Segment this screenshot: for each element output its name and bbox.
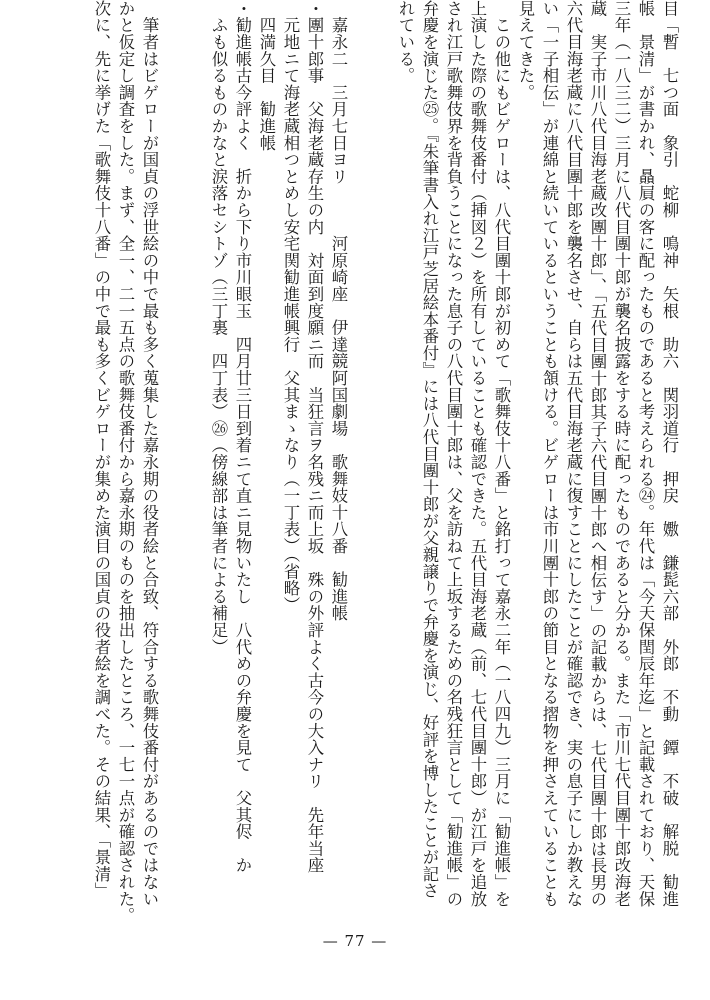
text-column: 次に、先に挙げた「歌舞伎十八番」の中で最も多くビゲローが集めた演目の国貞の役者絵を調べた。その結果、「景清」: [92, 0, 111, 899]
text-column: 三年（一八三二）三月に八代目團十郎が襲名披露をする時に配ったものであると分かる。また「市川七代目團十郎改海老: [612, 0, 631, 908]
text-column: 弁慶を演じた㉕。『朱筆書入れ江戸芝居絵本番付』には八代目團十郎が父親譲りで弁慶を演じ、好評を博したことが記さ: [420, 0, 439, 899]
text-column: かと仮定し調査をした。まず、全一、二一五点の歌舞伎番付から嘉永期のものを抽出したところ、一七一点が確認された。: [116, 0, 135, 924]
text-column: 見えてきた。: [516, 0, 535, 101]
quote-column: 嘉永二 三月七日ヨリ 河原崎座 伊達競阿国劇場 歌舞妓十八番 勧進帳: [329, 0, 348, 622]
quote-column: ・勧進帳古今評よく 折から下り市川眼玉 四月廿三日到着ニて直ニ見物いたし 八代めの弁慶を見て 父其侭 か: [233, 0, 252, 874]
quote-column: ・團十郎事 父海老蔵存生の内 対面到度願ニ而 当狂言ヲ名残ニ而上坂 殊の外評よく古今の大入ナリ 先年当座: [305, 0, 324, 874]
text-column: 上演した際の歌舞伎番付（挿図２）を所有していることも確認できた。五代目海老蔵（前、七代目團十郎）が江戸を追放: [468, 0, 487, 908]
text-column: れている。: [396, 0, 415, 84]
text-column: 帳 景清」が書かれ、贔屓の客に配ったものであると考えられる㉔。年代は「今天保閏辰年迄」と記載されており、天保: [636, 0, 655, 908]
text-column: この他にもビゲローは、八代目團十郎が初めて「歌舞伎十八番」と銘打って嘉永二年（一八四九）三月に「勧進帳」を: [492, 0, 511, 908]
quote-column: ふも似るものかなと涙落セシトゾ（三丁裏 四丁表）㉖（傍線部は筆者による補足）: [209, 0, 228, 656]
text-column: い「一子相伝」が連綿と続いているということも頷ける。ビゲローは市川團十郎の節目となる摺物を押さえていることも: [540, 0, 559, 908]
text-column: 蔵 実子市川八代目海老蔵改團十郎」、「五代目團十郎其子六代目團十郎へ相伝す」の記載からは、七代目團十郎は長男の: [588, 0, 607, 908]
text-column: 筆者はビゲローが国貞の浮世絵の中で最も多く蒐集した嘉永期の役者絵と合致、符合する歌舞伎番付があるのではない: [140, 0, 159, 908]
quote-column: 元地ニて海老蔵相つとめし安宅関勧進帳興行 父其まゝなり（一丁表）（省略）: [281, 0, 300, 614]
text-column: 六代目海老蔵に八代目團十郎を襲名させ、自らは五代目海老蔵に復すことにしたことが確認でき、実の息子にしか教えな: [564, 0, 583, 908]
text-column: 目「暫 七つ面 象引 蛇柳 鳴神 矢根 助六 関羽道行 押戻 嫐 鎌髭六部 外郎 不動 鐔 不破 解脱 勧進: [660, 0, 679, 908]
quote-column: 四満久目 勧進帳: [257, 0, 276, 152]
text-column: され江戸歌舞伎界を背負うことになった息子の八代目團十郎は、父を訪ねて上坂するための名残狂言として「勧進帳」の: [444, 0, 463, 908]
page-number: — 77 —: [322, 932, 388, 950]
